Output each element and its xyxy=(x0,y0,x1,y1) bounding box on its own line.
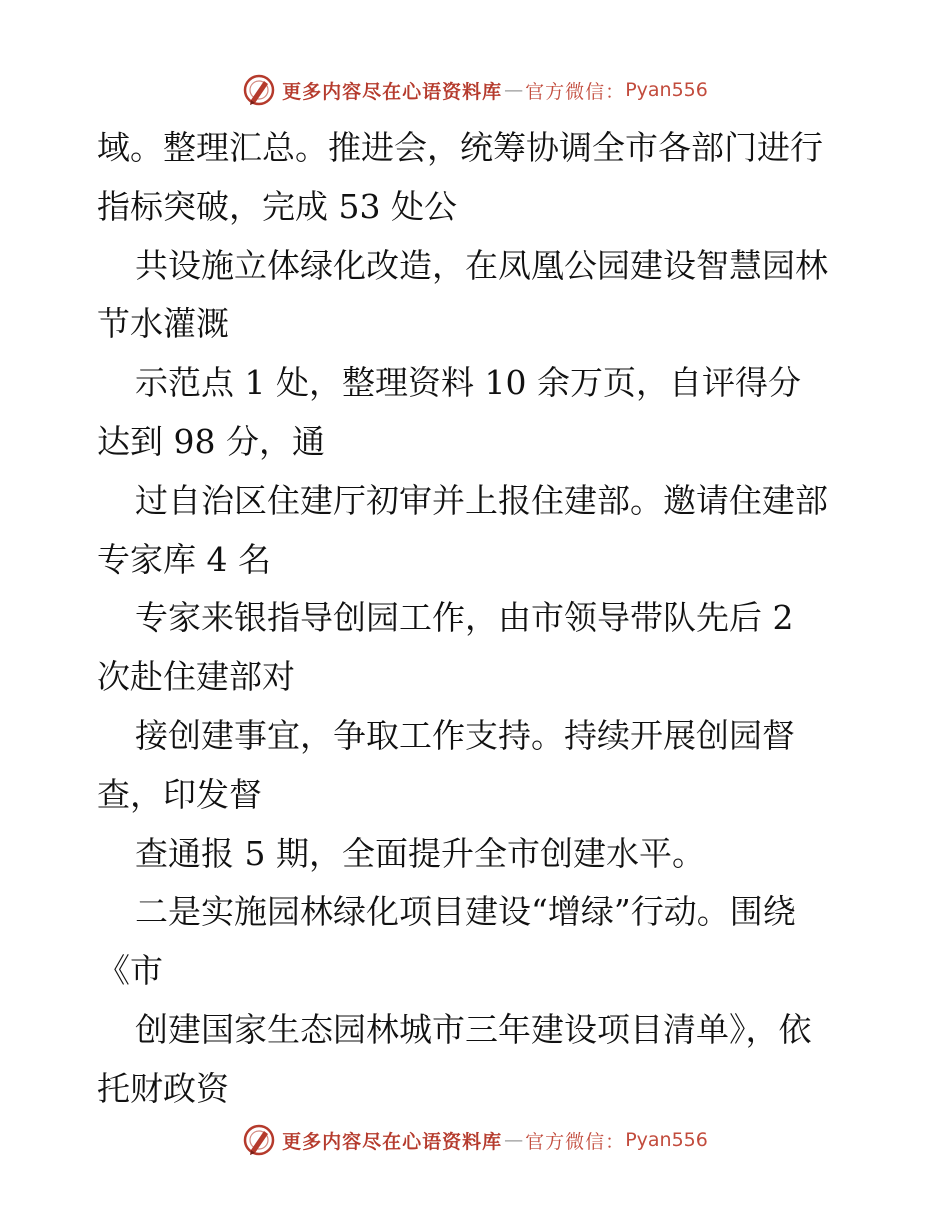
text-line: 查，印发督 xyxy=(97,774,262,814)
text-line: 达到 98 分，通 xyxy=(97,421,325,461)
header-separator: — xyxy=(504,79,524,101)
footer-wechat-id: Pyan556 xyxy=(625,1129,708,1151)
text-line: 指标突破，完成 53 处公 xyxy=(97,186,457,226)
text-line: 查通报 5 期，全面提升全市创建水平。 xyxy=(135,833,705,873)
header-promo-text: 更多内容尽在心语资料库 xyxy=(282,80,503,103)
text-line: 托财政资 xyxy=(97,1068,229,1108)
document-body xyxy=(97,119,857,1119)
text-line: 专家库 4 名 xyxy=(97,539,271,579)
pen-logo-icon xyxy=(242,1123,276,1157)
footer-wechat-label: 官方微信： xyxy=(525,1130,626,1153)
text-line: 示范点 1 处，整理资料 10 余万页，自评得分 xyxy=(135,363,801,403)
pen-logo-icon xyxy=(242,73,276,107)
footer-banner xyxy=(0,1120,950,1160)
text-line: 接创建事宜，争取工作支持。持续开展创园督 xyxy=(135,715,795,755)
text-line: 过自治区住建厅初审并上报住建部。邀请住建部 xyxy=(135,480,828,520)
text-line: 节水灌溉 xyxy=(97,304,229,344)
text-line: 专家来银指导创园工作，由市领导带队先后 2 xyxy=(135,598,794,638)
text-line: 二是实施园林绿化项目建设“增绿”行动。围绕 xyxy=(135,892,796,932)
text-line: 次赴住建部对 xyxy=(97,657,295,697)
header-wechat-label: 官方微信： xyxy=(525,80,626,103)
text-line: 域。整理汇总。推进会，统筹协调全市各部门进行 xyxy=(97,128,823,167)
text-line: 《市 xyxy=(97,951,163,991)
footer-promo-text: 更多内容尽在心语资料库 xyxy=(282,1130,503,1153)
footer-separator: — xyxy=(504,1129,524,1151)
text-line: 共设施立体绿化改造，在凤凰公园建设智慧园林 xyxy=(135,245,828,285)
header-wechat-id: Pyan556 xyxy=(625,79,708,101)
header-banner xyxy=(0,70,950,110)
text-line: 创建国家生态园林城市三年建设项目清单》，依 xyxy=(135,1009,812,1049)
